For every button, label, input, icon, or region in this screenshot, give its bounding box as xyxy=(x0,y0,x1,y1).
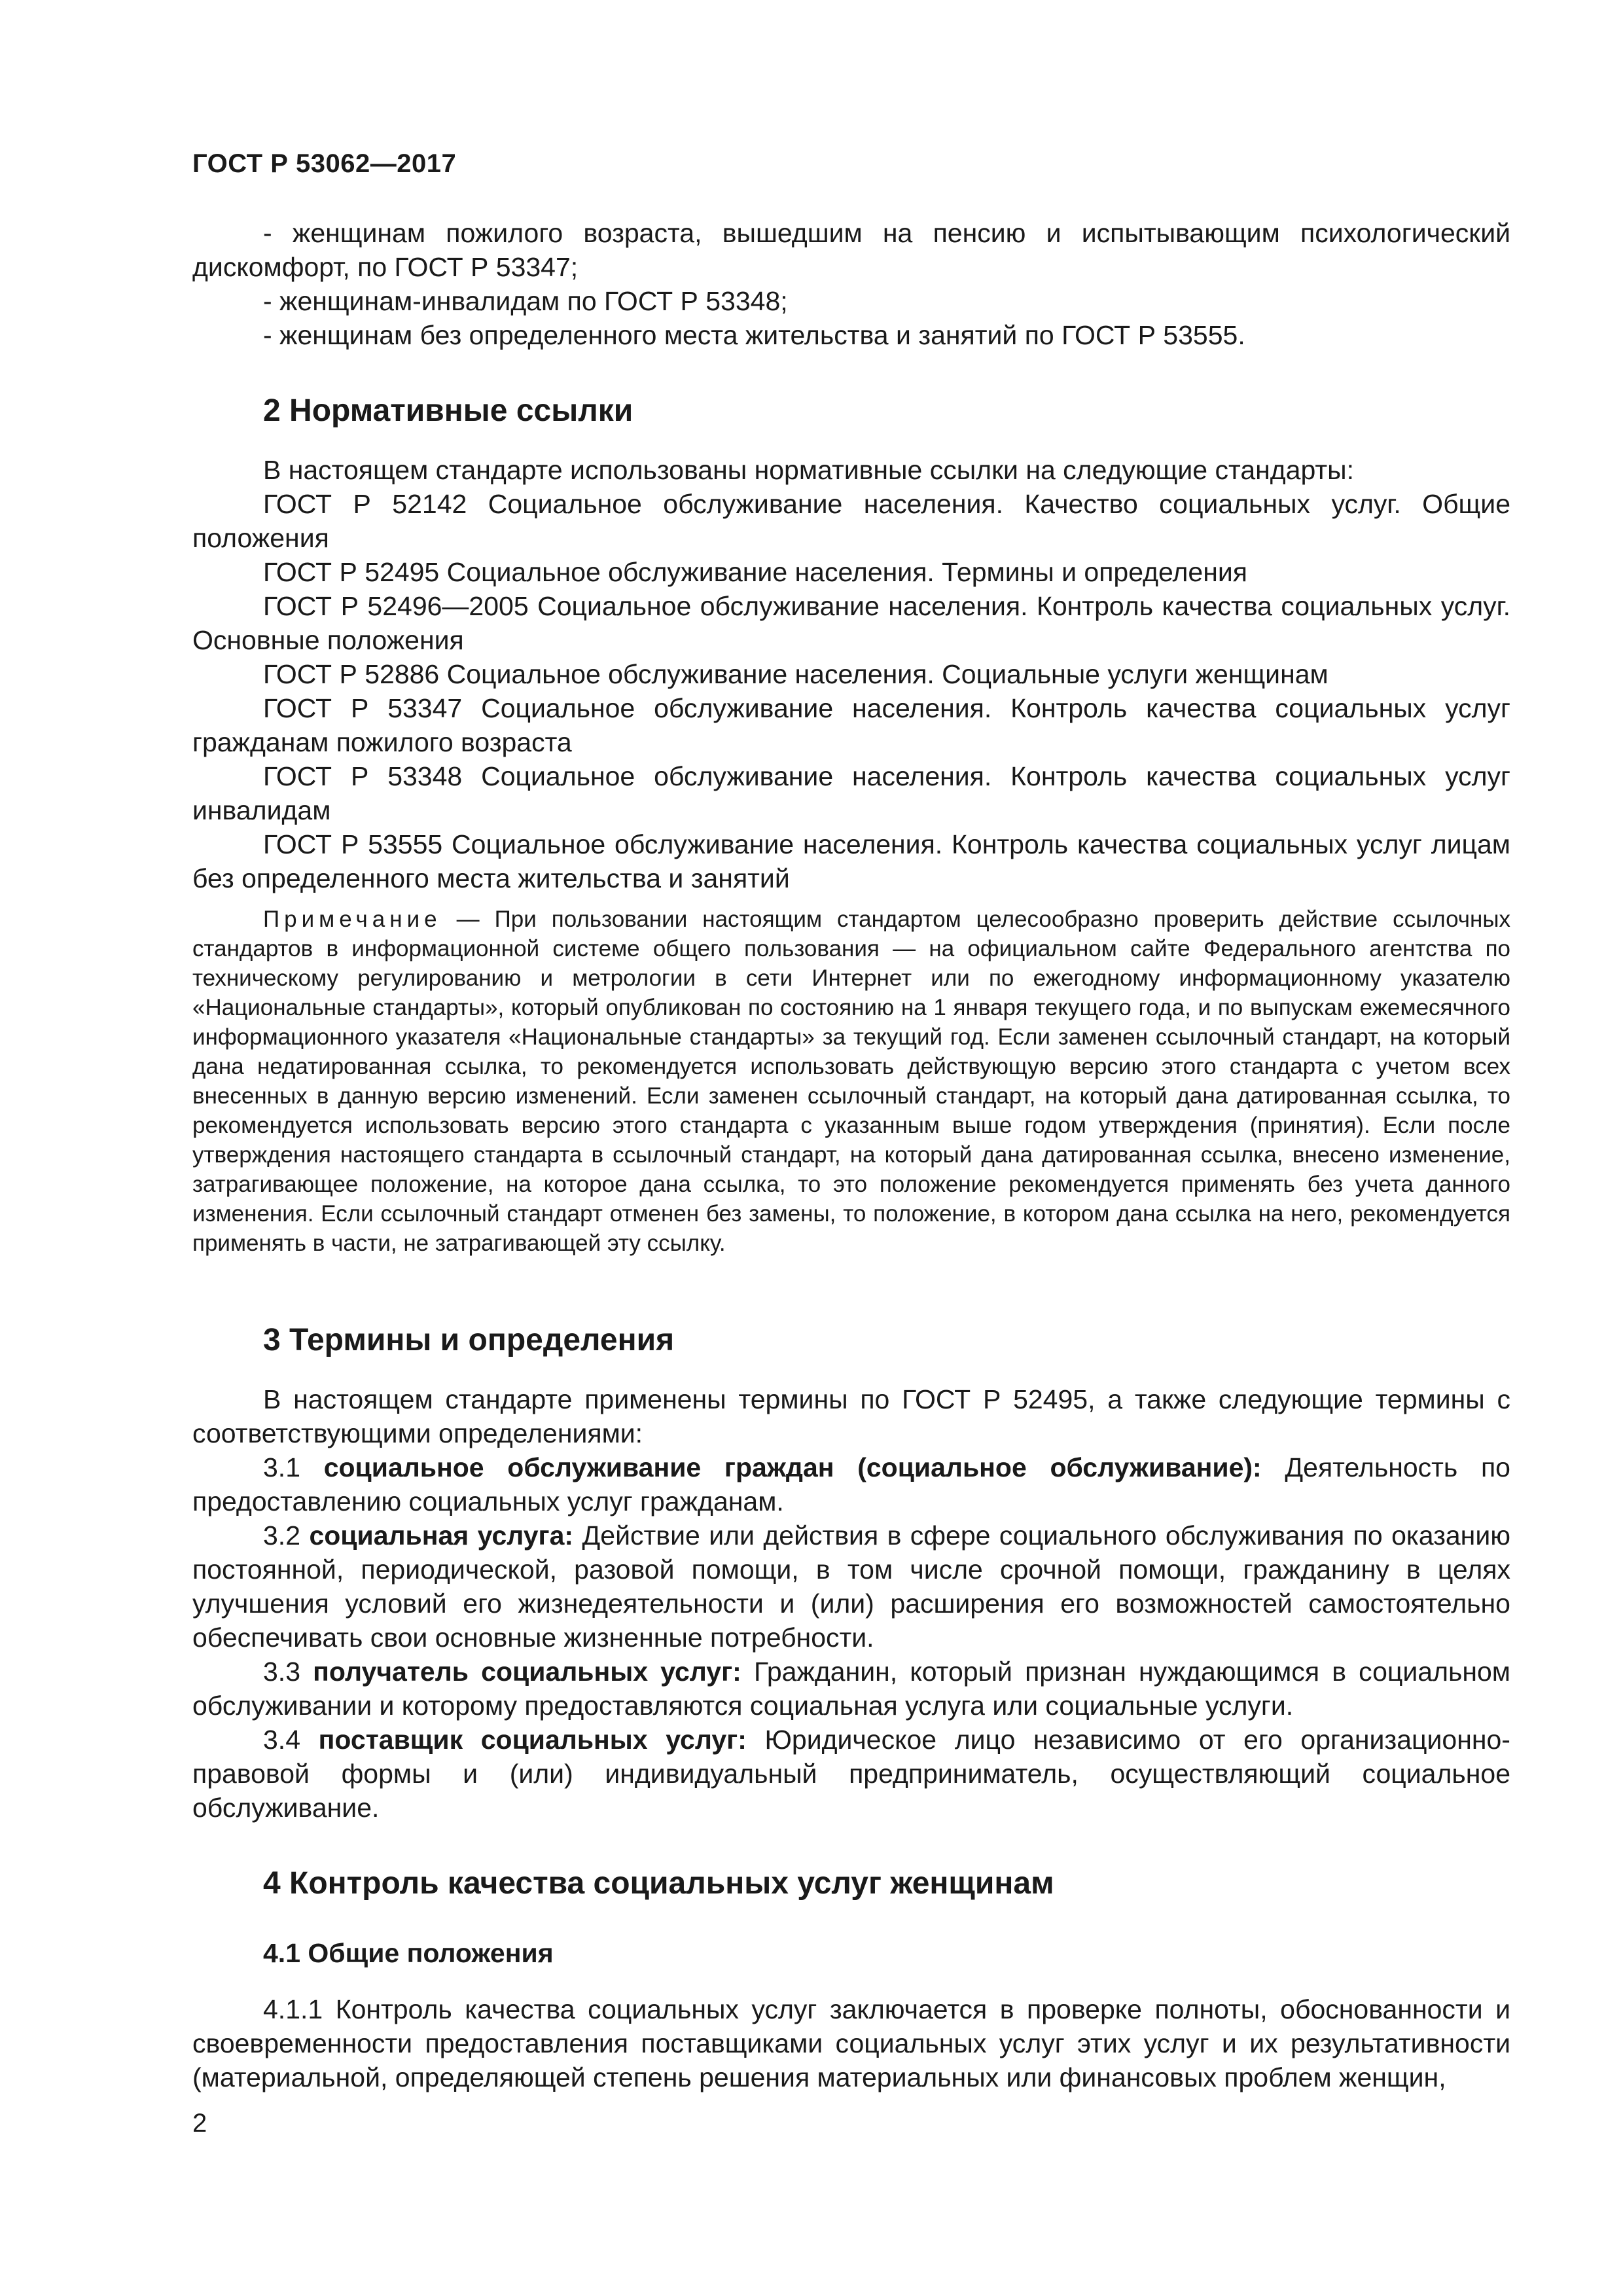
reference-item: ГОСТ Р 52886 Социальное обслуживание населения. Социальные услуги женщинам xyxy=(263,659,1329,689)
intro-item: - женщинам без определенного места жительства и занятий по ГОСТ Р 53555. xyxy=(263,320,1245,350)
term-name: поставщик социальных услуг: xyxy=(318,1725,747,1755)
term-definition: Действие или действия в сфере социального обслуживания по оказанию постоянной, периодической, разовой помощи, в том числе срочной помощи, гражданину в целях улучшения условий его жизнедеятельности и (или) расширения его возможностей самостоятельно обеспечивать свои основные жизненные потребности. xyxy=(192,1520,1510,1653)
page-number: 2 xyxy=(192,2109,207,2138)
term-name: социальное обслуживание граждан (социальное обслуживание): xyxy=(323,1452,1262,1482)
section-4-1-title: 4.1 Общие положения xyxy=(263,1938,554,1968)
term-entry xyxy=(192,1450,1510,1518)
reference-item: ГОСТ Р 52142 Социальное обслуживание населения. Качество социальных услуг. Общие положения xyxy=(192,489,1510,553)
term-number: 3.1 xyxy=(263,1452,300,1482)
term-definition: Деятельность по предоставлению социальных услуг гражданам. xyxy=(192,1452,1510,1516)
term-entry xyxy=(192,1723,1510,1825)
intro-item: - женщинам-инвалидам по ГОСТ Р 53348; xyxy=(263,286,788,316)
term-definition: Гражданин, который признан нуждающимся в социальном обслуживании и которому предоставляются социальная услуга или социальные услуги. xyxy=(192,1657,1510,1721)
section-2-title: 2 Нормативные ссылки xyxy=(263,393,633,428)
reference-item: ГОСТ Р 53555 Социальное обслуживание населения. Контроль качества социальных услуг лицам без определенного места жительства и занятий xyxy=(192,829,1510,893)
reference-note xyxy=(192,905,1510,1258)
term-number: 3.2 xyxy=(263,1520,300,1551)
term-number: 3.4 xyxy=(263,1725,300,1755)
term-entry xyxy=(192,1518,1510,1655)
term-definition: Юридическое лицо независимо от его организационно-правовой формы и (или) индивидуальный предприниматель, осуществляющий социальное обслуживание. xyxy=(192,1725,1510,1823)
page-content xyxy=(192,216,1510,2094)
reference-item: ГОСТ Р 53348 Социальное обслуживание населения. Контроль качества социальных услуг инвалидам xyxy=(192,761,1510,825)
section-3-title: 3 Термины и определения xyxy=(263,1323,675,1357)
term-name: социальная услуга: xyxy=(309,1520,574,1551)
reference-item: ГОСТ Р 52495 Социальное обслуживание населения. Термины и определения xyxy=(263,557,1247,587)
term-entry xyxy=(192,1655,1510,1723)
intro-item: - женщинам пожилого возраста, вышедшим на пенсию и испытывающим психологический дискомфорт, по ГОСТ Р 53347; xyxy=(192,218,1510,282)
section-4-1-1-para: 4.1.1 Контроль качества социальных услуг заключается в проверке полноты, обоснованности и своевременности предоставления поставщиками социальных услуг этих услуг и их результативности (материальной, определяющей степень решения материальных или финансовых проблем женщин, xyxy=(192,1994,1510,2092)
reference-item: ГОСТ Р 53347 Социальное обслуживание населения. Контроль качества социальных услуг гражданам пожилого возраста xyxy=(192,693,1510,757)
section-3-intro: В настоящем стандарте применены термины по ГОСТ Р 52495, а также следующие термины с соответствующими определениями: xyxy=(192,1384,1510,1448)
term-number: 3.3 xyxy=(263,1657,300,1687)
section-4-title: 4 Контроль качества социальных услуг женщинам xyxy=(263,1866,1054,1901)
section-2-intro: В настоящем стандарте использованы нормативные ссылки на следующие стандарты: xyxy=(263,455,1355,485)
note-label: Примечание xyxy=(263,906,442,932)
reference-item: ГОСТ Р 52496—2005 Социальное обслуживание населения. Контроль качества социальных услуг. Основные положения xyxy=(192,591,1510,655)
document-header: ГОСТ Р 53062—2017 xyxy=(192,149,457,178)
note-text: — При пользовании настоящим стандартом целесообразно проверить действие ссылочных стандартов в информационной системе общего пользования — на официальном сайте Федерального агентства по техническому регулированию и метрологии в сети Интернет или по ежегодному информационному указателю «Национальные стандарты», который опубликован по состоянию на 1 января текущего года, и по выпускам ежемесячного информационного указателя «Национальные стандарты» за текущий год. Если заменен ссылочный стандарт, на который дана недатированная ссылка, то рекомендуется использовать действующую версию этого стандарта с учетом всех внесенных в данную версию изменений. Если заменен ссылочный стандарт, на который дана датированная ссылка, то рекомендуется использовать версию этого стандарта с указанным выше годом утверждения (принятия). Если после утверждения настоящего стандарта в ссылочный стандарт, на который дана датированная ссылка, внесено изменение, затрагивающее положение, на которое дана ссылка, то это положение рекомендуется применять без учета данного изменения. Если ссылочный стандарт отменен без замены, то положение, в котором дана ссылка на него, рекомендуется применять в части, не затрагивающей эту ссылку. xyxy=(192,906,1510,1256)
term-name: получатель социальных услуг: xyxy=(313,1657,741,1687)
